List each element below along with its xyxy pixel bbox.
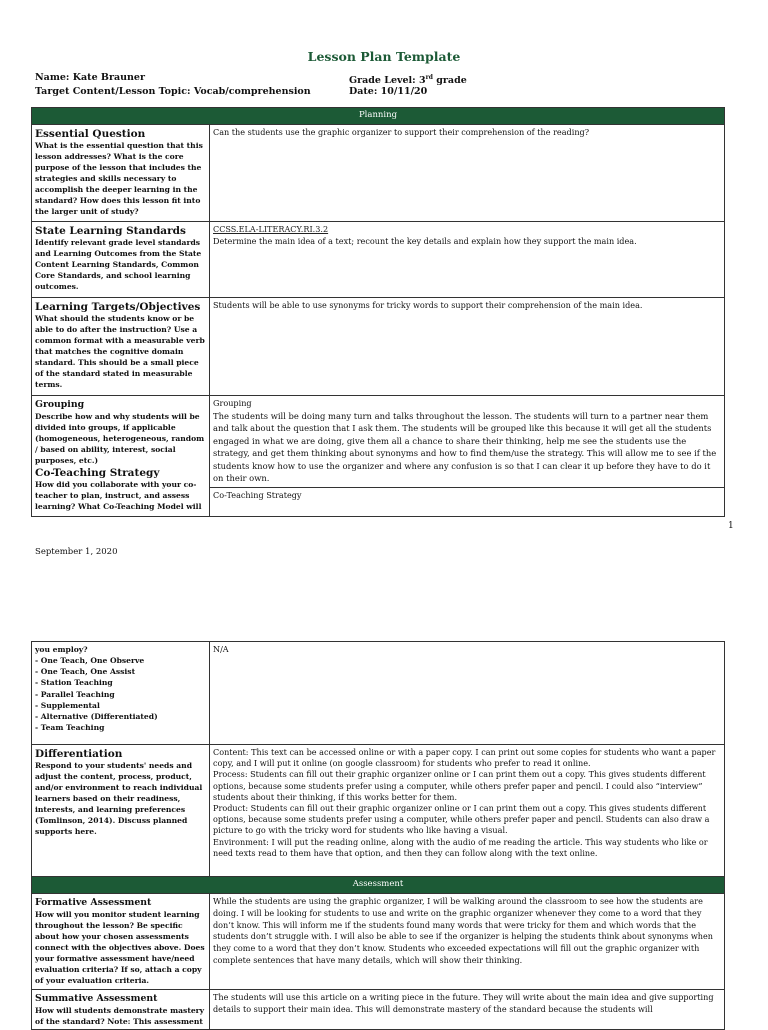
- diff-product-paragraph: Product: Students can fill out their graphic organizer online or I can print them out a copy. This gives students different options, because some students prefer using a computer, while others prefer paper and pencil. Students can also draw a picture to go with the tricky word for students who like having a visual.: [213, 803, 710, 836]
- assessment-band: Assessment: [32, 877, 725, 894]
- formative-heading: Formative Assessment: [35, 897, 152, 908]
- planning-table: [31, 107, 725, 517]
- essential-question-desc: What is the essential question that this lesson addresses? What is the core purpose of the lesson that includes the strategies and skills necessary to accomplish the deeper learning in the standard? How does this lesson fit into the larger unit of study?: [35, 141, 203, 216]
- page-number: 1: [728, 521, 734, 531]
- list-item: - One Teach, One Observe: [35, 656, 145, 665]
- coteaching-models-list: [35, 655, 206, 733]
- grouping-heading: Grouping: [35, 399, 85, 410]
- footer-date: September 1, 2020: [35, 547, 118, 557]
- topic-label: Target Content/Lesson Topic:: [35, 86, 191, 97]
- list-item: - One Teach, One Assist: [35, 667, 136, 677]
- objectives-heading: Learning Targets/Objectives: [35, 301, 201, 313]
- label-cell: [32, 396, 210, 517]
- name-line: [35, 71, 145, 85]
- standards-heading: State Learning Standards: [35, 225, 186, 237]
- coteaching-desc-cont: you employ?: [35, 645, 88, 654]
- differentiation-desc: Respond to your students' needs and adjust the content, process, product, and/or environment to reach individual learners based on their readiness, interests, and learning preferences (Tomlinson, 2014). Discuss planned supports here.: [35, 761, 203, 836]
- essential-question-heading: Essential Question: [35, 128, 146, 140]
- summative-content: The students will use this article on a writing piece in the future. They will write about the main idea and give supporting details to support their main idea. This will demonstrate mastery of the standard because the students will: [210, 990, 725, 1030]
- grouping-content-cell: [210, 396, 725, 488]
- standard-link[interactable]: CCSS.ELA-LITERACY.RI.3.2: [213, 224, 329, 234]
- name-value: Kate Brauner: [72, 72, 145, 83]
- standards-content: Determine the main idea of a text; recount the key details and explain how they support the main idea.: [213, 235, 637, 246]
- standards-content-cell: [210, 222, 725, 298]
- topic-value: Vocab/comprehension: [193, 86, 311, 97]
- objectives-desc: What should the students know or be able to do after the instruction? Use a common format with a measurable verb that matches the cognitive domain standard. This should be a small piece of the standard stated in measurable terms.: [35, 314, 205, 389]
- label-cell: [32, 745, 210, 877]
- diff-environment-paragraph: Environment: I will put the reading online, along with the audio of me reading the article. This way students who like or need texts read to them have that option, and then they can follow along with the text online.: [213, 836, 708, 858]
- date-value: 10/11/20: [380, 86, 428, 97]
- document-title: Lesson Plan Template: [307, 49, 461, 64]
- list-item: - Alternative (Differentiated): [35, 712, 158, 722]
- planning-band: Planning: [32, 108, 725, 125]
- date-line: [349, 85, 427, 99]
- table-row: [32, 642, 725, 745]
- grade-label: Grade Level:: [349, 75, 416, 87]
- label-cell: [32, 642, 210, 745]
- table-row: [32, 745, 725, 877]
- coteaching-heading: Co-Teaching Strategy: [35, 467, 160, 479]
- label-cell: [32, 222, 210, 298]
- table-row: [32, 894, 725, 990]
- label-cell: [32, 894, 210, 990]
- differentiation-content-cell: [210, 745, 725, 877]
- list-item: - Parallel Teaching: [35, 689, 115, 699]
- grouping-content-title: Grouping: [213, 398, 252, 408]
- table-row: [32, 125, 725, 222]
- label-cell: [32, 125, 210, 222]
- list-item: - Station Teaching: [35, 678, 113, 688]
- table-row: [32, 222, 725, 298]
- coteaching-desc: How did you collaborate with your co-teacher to plan, instruct, and assess learning? What Co-Teaching Model will: [35, 480, 202, 511]
- date-label: Date:: [349, 86, 378, 97]
- list-item: - Team Teaching: [35, 723, 105, 733]
- table-row: [32, 396, 725, 488]
- label-cell: [32, 298, 210, 396]
- summative-heading: Summative Assessment: [35, 993, 158, 1004]
- standards-desc: Identify relevant grade level standards and Learning Outcomes from the State Content Learning Standards, Common Core Standards, and school learning outcomes.: [35, 238, 202, 291]
- grouping-desc: Describe how and why students will be divided into groups, if applicable (homogeneous, heterogeneous, random / based on ability, interest, social purposes, etc.): [35, 412, 205, 465]
- formative-content: While the students are using the graphic organizer, I will be walking around the classroom to see how the students are doing. I will be looking for students to use and write on the graphic organizer whenever they come to a word that they don’t know. This will inform me if the students found many words that were tricky for them and which words that the students don’t struggle with. I will also be able to see if the organizer is helping the students think about synonyms when they come to a word that they don’t know. Students who exceeded expectations will fill out the graphic organizer with complete sentences that have many details, which will show their thinking.: [210, 894, 725, 990]
- formative-desc: How will you monitor student learning throughout the lesson? Be specific about how your chosen assessments connect with the objectives above. Does your formative assessment have/need evaluation criteria? If so, attach a copy of your evaluation criteria.: [35, 910, 205, 985]
- coteaching-content-cont: N/A: [210, 642, 725, 745]
- diff-content-paragraph: Content: This text can be accessed online or with a paper copy. I can print out some copies for students who want a paper copy, and I will put it online (on google classroom) for students who prefer to read it online.: [213, 747, 716, 769]
- planning-table-continued: [31, 641, 725, 1030]
- differentiation-heading: Differentiation: [35, 748, 123, 760]
- coteaching-content: Co-Teaching Strategy: [210, 487, 725, 516]
- name-label: Name:: [35, 72, 70, 83]
- grouping-content: The students will be doing many turn and talks throughout the lesson. The students will turn to a partner near them and talk about the question that I ask them. The students will be grouped like this because it will get all the students engaged in what we are doing, give them all a chance to share their thinking, help me see the students use the strategy, and get them thinking about synonyms and how to find them/use the strategy. This will allow me to see if the students know how to use the organizer and where any confusion is so that I can clear it up before they have to do it on their own.: [213, 410, 717, 483]
- summative-desc: How will students demonstrate mastery of the standard? Note: This assessment: [35, 1006, 205, 1026]
- diff-process-paragraph: Process: Students can fill out their graphic organizer online or I can print them out a copy. This gives students different options, because some students prefer using a computer, while others prefer paper and pencil. I could also “interview” students about their thinking, if this works better for them.: [213, 769, 706, 802]
- grade-value: 3rd grade: [418, 74, 467, 87]
- objectives-content: Students will be able to use synonyms for tricky words to support their comprehension of the main idea.: [210, 298, 725, 396]
- table-row: [32, 298, 725, 396]
- topic-line: [35, 85, 311, 99]
- list-item: - Supplemental: [35, 700, 100, 710]
- essential-question-content: Can the students use the graphic organizer to support their comprehension of the reading?: [210, 125, 725, 222]
